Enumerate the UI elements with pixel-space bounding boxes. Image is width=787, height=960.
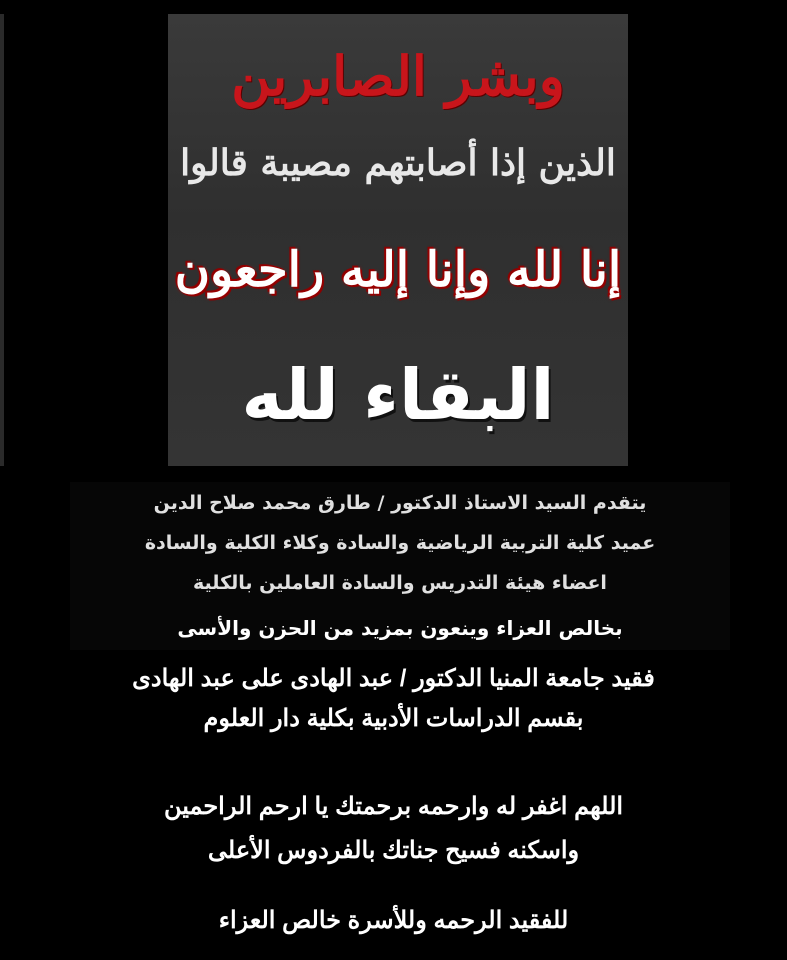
announcement-line: اعضاء هيئة التدريس والسادة العاملين بالكلية xyxy=(193,572,607,594)
banner-footer: البقاء لله xyxy=(241,354,555,436)
announcement-line: يتقدم السيد الاستاذ الدكتور / طارق محمد صلاح الدين xyxy=(153,492,647,514)
condolence-banner xyxy=(168,14,628,466)
deceased-name-line: فقيد جامعة المنيا الدكتور / عبد الهادى على عبد الهادى xyxy=(132,665,655,692)
verse-line: إنا لله وإنا إليه راجعون xyxy=(174,242,622,298)
announcement-line: بخالص العزاء وينعون بمزيد من الحزن والأسى xyxy=(177,616,623,640)
image-edge xyxy=(0,14,4,466)
announcement-block xyxy=(70,482,730,650)
verse-line: الذين إذا أصابتهم مصيبة قالوا xyxy=(180,142,616,184)
announcement-line: عميد كلية التربية الرياضية والسادة وكلاء الكلية والسادة xyxy=(144,532,656,554)
prayer-line: واسكنه فسيح جناتك بالفردوس الأعلى xyxy=(207,837,580,864)
department-line: بقسم الدراسات الأدبية بكلية دار العلوم xyxy=(203,705,584,732)
prayer-line: اللهم اغفر له وارحمه برحمتك يا ارحم الراحمين xyxy=(163,793,624,820)
closing-line: للفقيد الرحمه وللأسرة خالص العزاء xyxy=(218,907,569,934)
verse-title: وبشر الصابرين xyxy=(231,44,565,108)
